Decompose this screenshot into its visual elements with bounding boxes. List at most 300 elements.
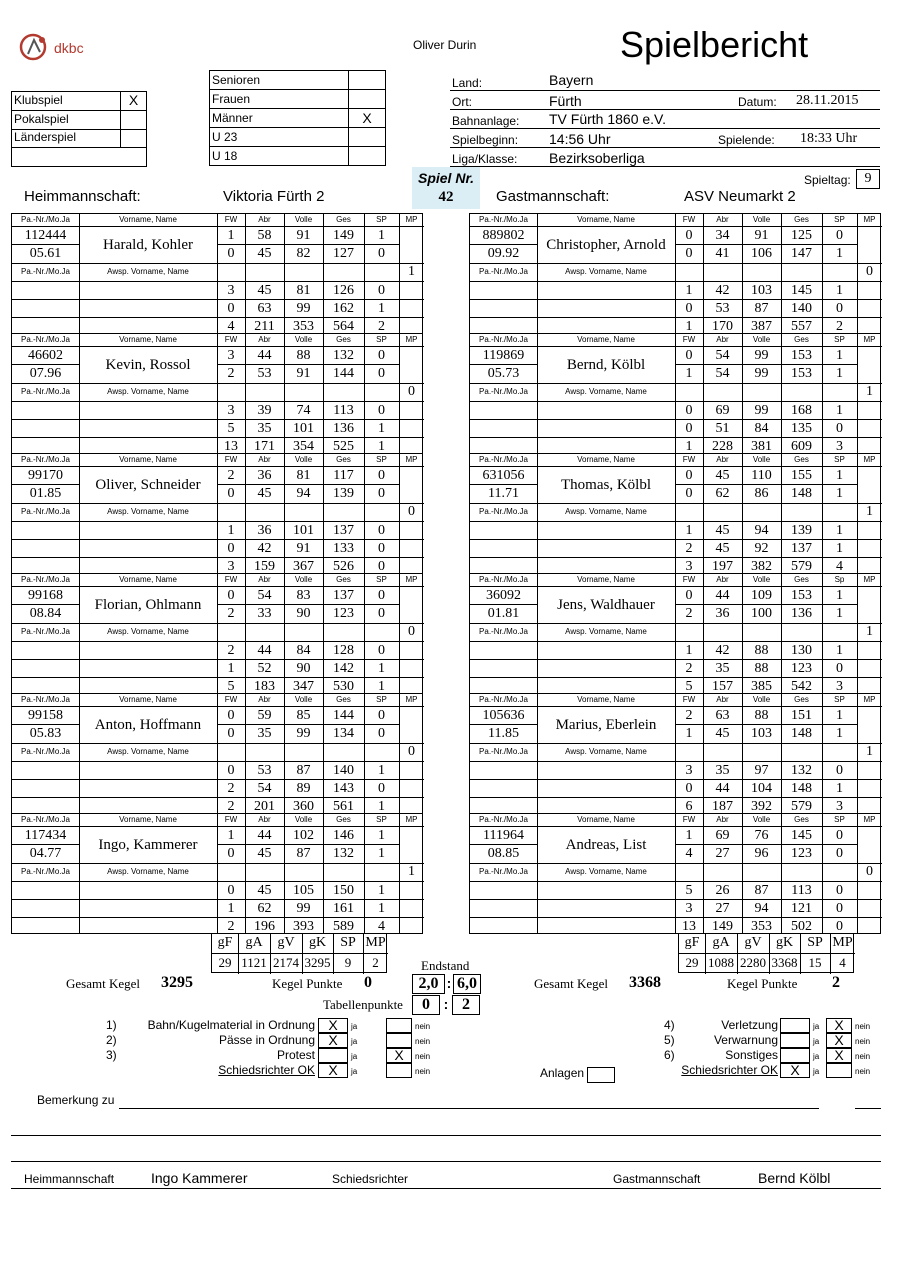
col-header-awsp-nr: Pa.-Nr./Mo.Ja	[479, 747, 528, 756]
score-cell: 0	[378, 523, 385, 538]
col-header-name: Vorname, Name	[577, 815, 635, 824]
player-block	[11, 813, 423, 934]
player-birth: 07.96	[29, 366, 62, 381]
col-header-volle: Volle	[752, 215, 771, 224]
score-total: 347	[293, 679, 314, 694]
score-cell: 121	[791, 901, 812, 916]
col-header-nr: Pa.-Nr./Mo.Ja	[479, 815, 528, 824]
score-cell: 1	[836, 246, 843, 261]
guest-gesamt-label: Gesamt Kegel	[534, 976, 609, 991]
anlagen-label: Anlagen	[540, 1066, 585, 1080]
score-cell: 113	[791, 883, 812, 898]
score-cell: 0	[685, 301, 693, 316]
score-cell: 88	[754, 643, 769, 658]
score-cell: 26	[715, 883, 730, 898]
guest-gesamt-value: 3368	[629, 974, 661, 991]
tabellen-label: Tabellenpunkte	[323, 997, 403, 1012]
col-header-fw: FW	[682, 455, 696, 464]
check-nein-box[interactable]	[826, 1063, 852, 1078]
score-cell: 3	[227, 403, 235, 418]
col-header-volle: Volle	[294, 815, 313, 824]
col-header-sp: SP	[376, 815, 387, 824]
col-header-abr: Abr	[258, 575, 271, 584]
score-total: 1	[378, 799, 385, 814]
col-header-awsp-nr: Pa.-Nr./Mo.Ja	[21, 387, 70, 396]
home-totals-box	[211, 933, 387, 973]
score-cell: 148	[791, 781, 812, 796]
score-cell: 2	[685, 606, 693, 621]
beginn-value: 14:56 Uhr	[549, 131, 611, 147]
score-cell: 0	[378, 643, 385, 658]
score-cell: 35	[257, 421, 272, 436]
score-total: 579	[791, 559, 812, 574]
score-cell: 36	[715, 606, 730, 621]
ja-label: ja	[813, 1022, 820, 1031]
score-cell: 90	[296, 661, 311, 676]
check-ja-box[interactable]	[780, 1048, 810, 1063]
score-cell: 0	[227, 726, 235, 741]
score-cell: 27	[715, 846, 730, 861]
score-cell: 1	[378, 763, 385, 778]
nein-label: nein	[855, 1022, 871, 1031]
score-cell: 2	[227, 606, 235, 621]
spielnr-label: Spiel Nr.	[417, 170, 475, 186]
col-header-fw: FW	[224, 215, 238, 224]
col-header-abr: Abr	[258, 215, 271, 224]
score-total: 2	[227, 919, 235, 934]
nein-label: nein	[855, 1052, 871, 1061]
col-header-awsp-name: Awsp. Vorname, Name	[107, 747, 189, 756]
spieltag-value: 9	[856, 169, 880, 189]
score-total: 1	[378, 439, 385, 454]
score-cell: 150	[333, 883, 354, 898]
player-name: Kevin, Rossol	[105, 357, 191, 373]
home-gesamt-value: 3295	[161, 974, 193, 991]
col-header-mp: MP	[405, 575, 418, 584]
land-label: Land:	[452, 76, 483, 90]
check-label: Schiedsrichter OK	[681, 1063, 778, 1077]
col-header-abr: Abr	[258, 455, 271, 464]
score-cell: 39	[257, 403, 272, 418]
score-cell: 5	[227, 421, 235, 436]
score-cell: 84	[296, 643, 311, 658]
score-cell: 139	[333, 486, 354, 501]
col-header-sp: SP	[376, 215, 387, 224]
endstand-guest: 6,0	[453, 974, 481, 994]
player-block	[469, 453, 881, 574]
home-gesamt-label: Gesamt Kegel	[66, 976, 141, 991]
score-cell: 42	[715, 643, 730, 658]
col-header-name: Vorname, Name	[577, 455, 635, 464]
check-nein-box[interactable]	[386, 1063, 412, 1078]
score-cell: 86	[754, 486, 769, 501]
score-cell: 36	[257, 523, 272, 538]
check-nein-box[interactable]: X	[826, 1033, 852, 1048]
score-total: 1	[685, 319, 693, 334]
score-cell: 54	[257, 781, 272, 796]
score-cell: 0	[378, 486, 385, 501]
score-total: 561	[333, 799, 354, 814]
ja-label: ja	[813, 1037, 820, 1046]
score-total: 183	[254, 679, 275, 694]
score-cell: 69	[715, 403, 730, 418]
score-total: 201	[254, 799, 275, 814]
score-cell: 140	[791, 301, 812, 316]
score-total: 197	[712, 559, 733, 574]
score-cell: 0	[227, 301, 235, 316]
score-cell: 1	[836, 468, 843, 483]
score-cell: 35	[715, 661, 730, 676]
score-cell: 91	[754, 228, 769, 243]
col-header-awsp-nr: Pa.-Nr./Mo.Ja	[21, 627, 70, 636]
liga-value: Bezirksoberliga	[549, 150, 645, 166]
score-cell: 69	[715, 828, 730, 843]
check-number: 6)	[664, 1048, 675, 1062]
score-total: 13	[682, 919, 696, 934]
score-cell: 143	[333, 781, 354, 796]
score-total: 0	[836, 919, 843, 934]
col-header-volle: Volle	[294, 575, 313, 584]
score-total: 385	[751, 679, 772, 694]
author: Oliver Durin	[413, 38, 477, 52]
score-cell: 88	[296, 348, 311, 363]
player-block	[469, 573, 881, 694]
score-total: 170	[712, 319, 733, 334]
score-cell: 99	[296, 901, 311, 916]
col-header-ges: Ges	[794, 695, 809, 704]
col-header-sp: SP	[834, 815, 845, 824]
col-header-awsp-name: Awsp. Vorname, Name	[565, 387, 647, 396]
player-mp: 1	[866, 504, 873, 519]
guest-team-name: ASV Neumarkt 2	[684, 188, 796, 205]
check-nein-box[interactable]: X	[386, 1048, 412, 1063]
score-cell: 125	[791, 228, 812, 243]
score-cell: 42	[715, 283, 730, 298]
score-cell: 45	[257, 486, 272, 501]
score-total: 3	[685, 559, 693, 574]
col-header-volle: Volle	[294, 335, 313, 344]
col-header-awsp-nr: Pa.-Nr./Mo.Ja	[479, 507, 528, 516]
score-cell: 1	[836, 283, 843, 298]
score-cell: 1	[227, 901, 235, 916]
score-cell: 100	[751, 606, 772, 621]
score-cell: 137	[333, 523, 354, 538]
col-header-name: Vorname, Name	[119, 815, 177, 824]
footer-ref-label: Schiedsrichter	[332, 1172, 409, 1186]
score-cell: 0	[378, 708, 385, 723]
spielnr-value: 42	[438, 189, 454, 205]
check-label: Verletzung	[721, 1018, 778, 1032]
col-header-name: Vorname, Name	[119, 455, 177, 464]
score-cell: 0	[378, 366, 385, 381]
score-cell: 145	[791, 828, 812, 843]
anlagen-box[interactable]	[587, 1067, 615, 1083]
col-header-awsp-nr: Pa.-Nr./Mo.Ja	[21, 507, 70, 516]
score-cell: 126	[333, 283, 354, 298]
check-ja-box[interactable]	[780, 1033, 810, 1048]
score-cell: 0	[836, 421, 843, 436]
player-birth: 08.85	[487, 846, 520, 861]
score-cell: 81	[296, 283, 311, 298]
totals-value: 1088	[708, 955, 734, 970]
col-header-sp: SP	[834, 335, 845, 344]
col-header-awsp-name: Awsp. Vorname, Name	[107, 267, 189, 276]
totals-value: 29	[218, 955, 232, 970]
spieltag-label: Spieltag:	[804, 173, 851, 187]
score-total: 4	[378, 919, 385, 934]
score-cell: 91	[296, 366, 311, 381]
player-mp: 0	[408, 744, 415, 759]
score-cell: 147	[791, 246, 812, 261]
score-cell: 3	[227, 283, 235, 298]
ja-label: ja	[813, 1052, 820, 1061]
score-total: 196	[254, 919, 275, 934]
score-cell: 62	[715, 486, 730, 501]
score-total: 557	[791, 319, 812, 334]
category-mark[interactable]: X	[362, 110, 372, 126]
check-ja-box[interactable]	[780, 1018, 810, 1033]
score-cell: 0	[227, 883, 235, 898]
player-name: Marius, Eberlein	[555, 717, 657, 733]
col-header-ges: Ges	[336, 575, 351, 584]
totals-value: 4	[839, 955, 846, 970]
score-cell: 4	[685, 846, 693, 861]
score-cell: 0	[378, 726, 385, 741]
score-cell: 45	[257, 883, 272, 898]
player-mp: 0	[866, 864, 873, 879]
totals-header: gA	[712, 935, 730, 950]
score-cell: 94	[754, 901, 769, 916]
player-birth: 05.61	[29, 246, 62, 261]
player-pass-nr: 99168	[28, 588, 63, 603]
col-header-mp: MP	[405, 455, 418, 464]
score-cell: 35	[715, 763, 730, 778]
player-name: Thomas, Kölbl	[561, 477, 651, 493]
category-label: U 18	[212, 149, 238, 163]
check-label: Pässe in Ordnung	[218, 1033, 315, 1047]
player-pass-nr: 99170	[28, 468, 63, 483]
col-header-nr: Pa.-Nr./Mo.Ja	[21, 815, 70, 824]
score-cell: 103	[751, 726, 772, 741]
endstand-label: Endstand	[421, 958, 470, 973]
score-cell: 142	[333, 661, 354, 676]
col-header-awsp-name: Awsp. Vorname, Name	[565, 507, 647, 516]
score-cell: 0	[378, 283, 385, 298]
player-mp: 0	[408, 624, 415, 639]
check-number: 4)	[664, 1018, 675, 1032]
player-pass-nr: 36092	[486, 588, 521, 603]
check-ja-box[interactable]	[318, 1048, 348, 1063]
col-header-ges: Ges	[794, 815, 809, 824]
score-cell: 99	[754, 403, 769, 418]
player-mp: 0	[408, 384, 415, 399]
check-ja-box[interactable]: X	[318, 1018, 348, 1033]
guest-team-label: Gastmannschaft:	[496, 188, 610, 205]
footer-guest-sign: Bernd Kölbl	[758, 1170, 831, 1186]
game-type-mark[interactable]: X	[128, 92, 139, 108]
bahn-label: Bahnanlage:	[452, 114, 520, 128]
datum-label: Datum:	[738, 95, 777, 109]
score-cell: 0	[836, 828, 843, 843]
check-nein-box[interactable]	[386, 1018, 412, 1033]
score-cell: 87	[296, 846, 311, 861]
score-cell: 139	[791, 523, 812, 538]
check-label: Protest	[276, 1048, 315, 1062]
col-header-sp: SP	[376, 335, 387, 344]
score-cell: 94	[754, 523, 769, 538]
score-cell: 123	[791, 846, 812, 861]
score-cell: 51	[715, 421, 730, 436]
player-pass-nr: 889802	[482, 228, 525, 243]
ort-value: Fürth	[549, 93, 582, 109]
col-header-awsp-name: Awsp. Vorname, Name	[565, 267, 647, 276]
score-cell: 1	[378, 828, 385, 843]
score-cell: 94	[296, 486, 311, 501]
check-nein-box[interactable]: X	[826, 1018, 852, 1033]
score-total: 589	[333, 919, 354, 934]
score-cell: 1	[836, 606, 843, 621]
ja-label: ja	[351, 1022, 358, 1031]
score-cell: 45	[715, 523, 730, 538]
score-cell: 52	[257, 661, 272, 676]
bemerkung-label: Bemerkung zu	[37, 1093, 115, 1107]
score-cell: 53	[257, 763, 272, 778]
nein-label: nein	[855, 1037, 871, 1046]
score-cell: 97	[754, 763, 769, 778]
player-mp: 0	[866, 264, 873, 279]
score-total: 4	[836, 559, 843, 574]
col-header-mp: MP	[863, 215, 876, 224]
score-cell: 168	[791, 403, 812, 418]
score-cell: 96	[754, 846, 769, 861]
score-cell: 3	[227, 348, 235, 363]
score-total: 149	[712, 919, 733, 934]
col-header-sp: SP	[376, 695, 387, 704]
score-cell: 1	[378, 228, 385, 243]
score-cell: 140	[333, 763, 354, 778]
totals-value: 2174	[273, 955, 299, 970]
score-cell: 76	[754, 828, 769, 843]
score-cell: 106	[751, 246, 772, 261]
player-birth: 11.71	[488, 486, 519, 501]
totals-value: 3295	[304, 955, 331, 970]
score-total: 525	[333, 439, 354, 454]
score-cell: 134	[333, 726, 354, 741]
liga-label: Liga/Klasse:	[452, 152, 518, 166]
col-header-mp: MP	[863, 335, 876, 344]
category-divider	[209, 146, 386, 147]
check-ja-box[interactable]: X	[318, 1063, 348, 1078]
score-cell: 148	[791, 726, 812, 741]
score-cell: 89	[296, 781, 311, 796]
score-cell: 146	[333, 828, 354, 843]
check-label: Bahn/Kugelmaterial in Ordnung	[147, 1018, 315, 1032]
score-cell: 110	[751, 468, 772, 483]
guest-kp-label: Kegel Punkte	[727, 976, 798, 991]
score-cell: 0	[378, 468, 385, 483]
datum-value: 28.11.2015	[796, 93, 859, 108]
score-cell: 1	[378, 661, 385, 676]
score-cell: 123	[791, 661, 812, 676]
score-cell: 1	[836, 541, 843, 556]
col-header-volle: Volle	[752, 335, 771, 344]
col-header-awsp-name: Awsp. Vorname, Name	[107, 627, 189, 636]
player-pass-nr: 631056	[482, 468, 525, 483]
score-total: 353	[751, 919, 772, 934]
score-cell: 117	[333, 468, 354, 483]
totals-value: 9	[344, 955, 352, 970]
score-cell: 149	[333, 228, 354, 243]
home-team-label: Heimmannschaft:	[24, 188, 141, 205]
score-cell: 35	[257, 726, 272, 741]
score-cell: 128	[333, 643, 354, 658]
score-cell: 153	[791, 366, 812, 381]
nein-label: nein	[415, 1052, 431, 1061]
check-label: Sonstiges	[725, 1048, 778, 1062]
col-header-fw: FW	[224, 335, 238, 344]
col-header-mp: MP	[863, 695, 876, 704]
category-divider	[209, 89, 386, 90]
score-cell: 1	[836, 588, 843, 603]
score-cell: 144	[333, 366, 354, 381]
col-header-abr: Abr	[716, 695, 729, 704]
score-total: 2	[836, 319, 843, 334]
check-ja-box[interactable]: X	[780, 1063, 810, 1078]
ja-label: ja	[351, 1067, 358, 1076]
score-total: 159	[254, 559, 275, 574]
player-birth: 11.85	[488, 726, 519, 741]
col-header-awsp-name: Awsp. Vorname, Name	[565, 867, 647, 876]
score-cell: 0	[836, 846, 843, 861]
score-cell: 0	[685, 468, 693, 483]
col-header-awsp-nr: Pa.-Nr./Mo.Ja	[479, 627, 528, 636]
player-block	[11, 693, 423, 814]
check-nein-box[interactable]: X	[826, 1048, 852, 1063]
score-cell: 145	[791, 283, 812, 298]
player-block	[11, 333, 423, 454]
check-number: 2)	[106, 1033, 117, 1047]
score-total: 6	[685, 799, 693, 814]
score-cell: 2	[685, 708, 693, 723]
col-header-awsp-nr: Pa.-Nr./Mo.Ja	[479, 387, 528, 396]
check-ja-box[interactable]: X	[318, 1033, 348, 1048]
score-cell: 42	[257, 541, 272, 556]
score-cell: 1	[836, 726, 843, 741]
score-cell: 45	[257, 246, 272, 261]
col-header-abr: Abr	[716, 575, 729, 584]
col-header-mp: MP	[863, 455, 876, 464]
score-cell: 54	[257, 588, 272, 603]
col-header-ges: Ges	[336, 815, 351, 824]
score-total: 157	[712, 679, 733, 694]
check-nein-box[interactable]	[386, 1033, 412, 1048]
score-cell: 144	[333, 708, 354, 723]
ort-label: Ort:	[452, 95, 472, 109]
score-cell: 151	[791, 708, 812, 723]
score-cell: 137	[333, 588, 354, 603]
game-type-label: Länderspiel	[14, 130, 77, 144]
col-header-abr: Abr	[716, 215, 729, 224]
totals-header: gF	[684, 935, 700, 950]
col-header-abr: Abr	[716, 815, 729, 824]
col-header-fw: FW	[682, 215, 696, 224]
score-cell: 63	[257, 301, 272, 316]
game-type-label: Klubspiel	[14, 93, 63, 107]
col-header-nr: Pa.-Nr./Mo.Ja	[479, 215, 528, 224]
player-mp: 0	[408, 504, 415, 519]
player-name: Florian, Ohlmann	[94, 597, 202, 613]
score-cell: 101	[293, 523, 314, 538]
